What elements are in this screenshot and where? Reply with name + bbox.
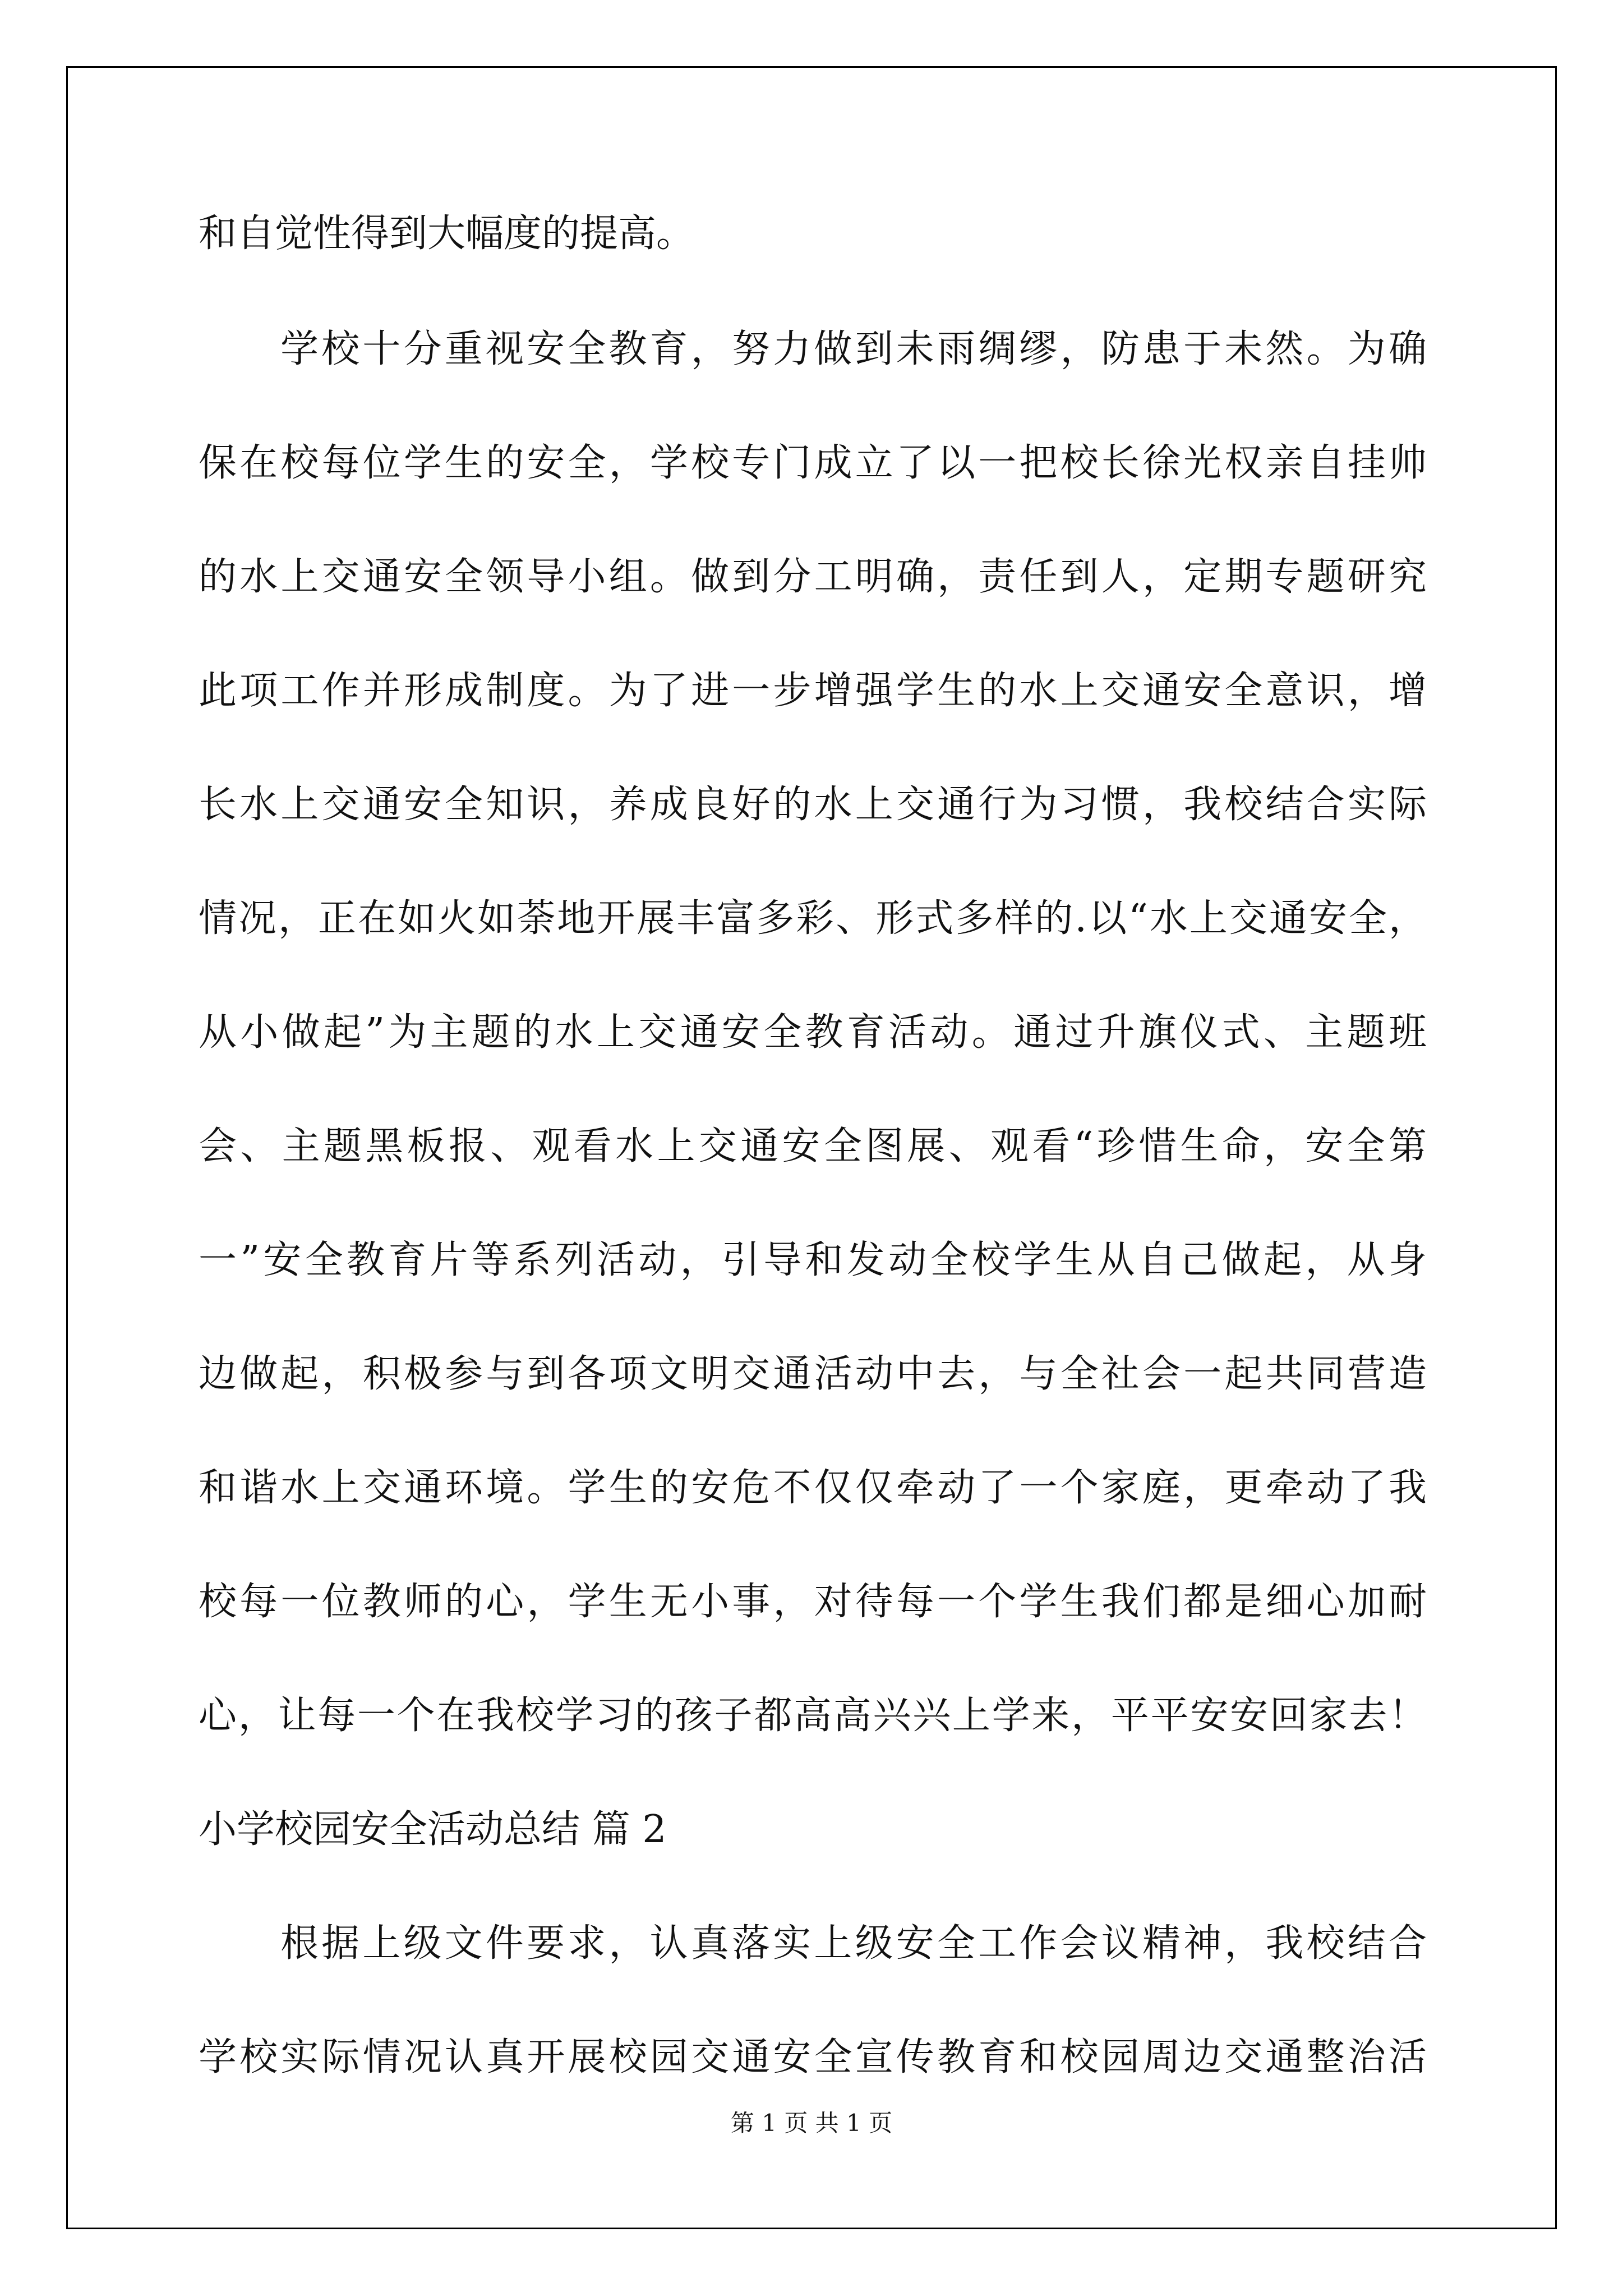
text-line: 情况，正在如火如荼地开展丰富多彩、形式多样的.以“水上交通安全， [199, 896, 1427, 941]
text-line: 一”安全教育片等系列活动，引导和发动全校学生从自己做起，从身 [199, 1238, 1427, 1282]
text-line: 学校实际情况认真开展校园交通安全宣传教育和校园周边交通整治活 [199, 2035, 1427, 2079]
text-line: 此项工作并形成制度。为了进一步增强学生的水上交通安全意识，增 [199, 669, 1427, 713]
text-line: 学校十分重视安全教育，努力做到未雨绸缪，防患于未然。为确 [280, 327, 1427, 371]
section-heading: 小学校园安全活动总结 篇 2 [199, 1807, 667, 1852]
text-line: 会、主题黑板报、观看水上交通安全图展、观看“珍惜生命，安全第 [199, 1124, 1427, 1168]
text-line: 边做起，积极参与到各项文明交通活动中去，与全社会一起共同营造 [199, 1352, 1427, 1396]
text-line: 心，让每一个在我校学习的孩子都高高兴兴上学来，平平安安回家去！ [199, 1694, 1427, 1738]
text-line: 和自觉性得到大幅度的提高。 [199, 211, 695, 256]
text-line: 保在校每位学生的安全，学校专门成立了以一把校长徐光权亲自挂帅 [199, 441, 1427, 485]
text-line: 校每一位教师的心，学生无小事，对待每一个学生我们都是细心加耐 [199, 1580, 1427, 1624]
page-footer: 第 1 页 共 1 页 [730, 2109, 893, 2137]
text-line: 从小做起”为主题的水上交通安全教育活动。通过升旗仪式、主题班 [199, 1010, 1427, 1055]
text-line: 长水上交通安全知识，养成良好的水上交通行为习惯，我校结合实际 [199, 783, 1427, 827]
text-line: 和谐水上交通环境。学生的安危不仅仅牵动了一个家庭，更牵动了我 [199, 1466, 1427, 1510]
text-line: 根据上级文件要求，认真落实上级安全工作会议精神，我校结合 [280, 1921, 1427, 1966]
text-line: 的水上交通安全领导小组。做到分工明确，责任到人，定期专题研究 [199, 555, 1427, 599]
